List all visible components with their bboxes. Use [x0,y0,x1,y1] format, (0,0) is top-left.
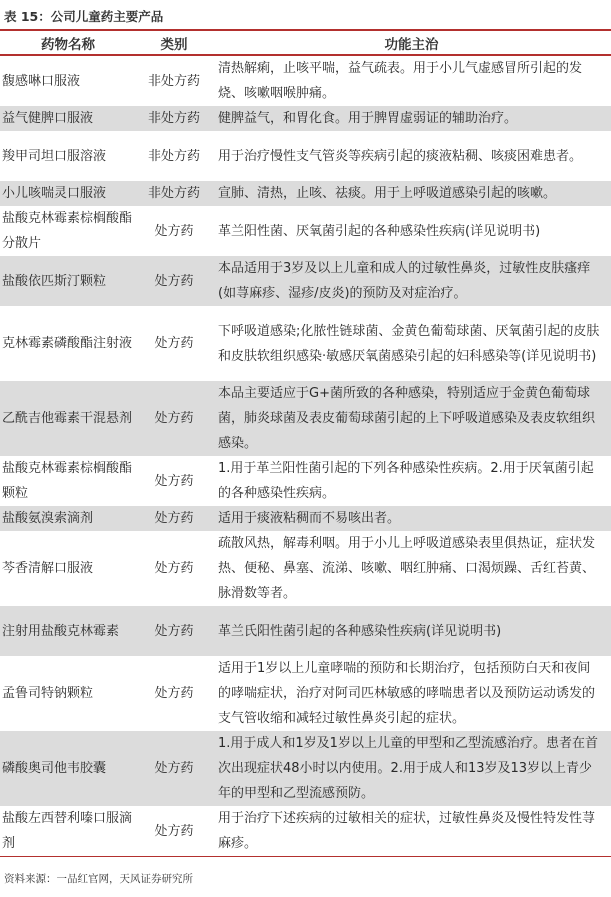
table-row [0,731,611,806]
function-text: 清热解痢，止咳平喘，益气疏表。用于小儿气虚感冒所引起的发烧、咳嗽咽喉肿痛。 [218,61,583,101]
drug-name: 芩香清解口服液 [2,561,94,576]
function-text: 用于治疗下述疾病的过敏相关的症状，过敏性鼻炎及慢性特发性荨麻疹。 [218,811,596,851]
drug-name-cell [0,456,136,506]
table-row [0,381,611,456]
table-body [0,56,611,856]
table-row [0,606,611,656]
function-cell [212,381,611,456]
function-text: 1.用于成人和1岁及1岁以上儿童的甲型和乙型流感治疗。患者在首次出现症状48小时以内使用。2.用于成人和13岁及13岁以上青少年的甲型和乙型流感预防。 [218,736,598,801]
table-row [0,256,611,306]
table-row [0,506,611,531]
table-row [0,131,611,181]
function-cell [212,456,611,506]
drug-name-cell [0,381,136,456]
drug-name: 羧甲司坦口服溶液 [2,148,107,164]
table-row [0,656,611,731]
category-cell: 处方药 [154,411,194,426]
drug-name-cell [0,306,136,381]
drug-name: 小儿咳喘灵口服液 [2,186,107,201]
drug-name-cell [0,206,136,256]
header-category: 类别 [160,36,188,53]
drug-name-cell [0,256,136,306]
function-text: 用于治疗慢性支气管炎等疾病引起的痰液粘稠、咳痰困难患者。 [218,148,583,164]
drug-name: 盐酸克林霉素棕榈酸酯颗粒 [2,461,133,501]
function-text: 本品适用于3岁及以上儿童和成人的过敏性鼻炎，过敏性皮肤瘙痒(如荨麻疹、湿疹/皮炎)的预防及对症治疗。 [218,261,591,301]
drug-name: 孟鲁司特钠颗粒 [2,686,94,701]
function-cell [212,131,611,181]
function-text: 疏散风热，解毒利咽。用于小儿上呼吸道感染表里俱热证，症状发热、便秘、鼻塞、流涕、咳嗽、咽红肿痛、口渴烦躁、舌红苔黄、脉滑数等者。 [218,536,596,601]
function-text: 健脾益气，和胃化食。用于脾胃虚弱证的辅助治疗。 [218,111,518,126]
function-text: 宣肺、清热，止咳、祛痰。用于上呼吸道感染引起的咳嗽。 [218,186,557,201]
table-row [0,306,611,381]
category-cell: 处方药 [154,223,194,239]
category-cell: 处方药 [154,473,194,489]
function-cell [212,656,611,731]
drug-name: 盐酸依匹斯汀颗粒 [2,273,107,289]
drug-name: 盐酸氨溴索滴剂 [2,511,94,526]
function-cell [212,806,611,856]
function-text: 革兰氏阳性菌引起的各种感染性疾病(详见说明书) [218,623,502,639]
header-drug-name: 药物名称 [41,36,95,53]
drug-name-cell [0,606,136,656]
function-text: 1.用于革兰阳性菌引起的下列各种感染性疾病。2.用于厌氧菌引起的各种感染性疾病。 [218,461,594,501]
table-row [0,806,611,856]
function-cell [212,606,611,656]
drug-name-cell [0,506,136,531]
header-function: 功能主治 [384,36,439,53]
function-cell [212,306,611,381]
drug-name-cell [0,656,136,731]
function-cell [212,506,611,531]
function-text: 下呼吸道感染;化脓性链球菌、金黄色葡萄球菌、厌氧菌引起的皮肤和皮肤软组织感染·敏感厌氧菌感染引起的妇科感染等(详见说明书) [218,323,600,364]
function-text: 革兰阳性菌、厌氧菌引起的各种感染性疾病(详见说明书) [218,223,541,239]
category-cell: 处方药 [154,511,194,526]
function-cell [212,256,611,306]
drug-name: 注射用盐酸克林霉素 [2,623,120,639]
category-cell: 处方药 [154,686,194,701]
table-row [0,181,611,206]
function-text: 适用于1岁以上儿童哮喘的预防和长期治疗，包括预防白天和夜间的哮喘症状，治疗对阿司匹林敏感的哮喘患者以及预防运动诱发的支气管收缩和减轻过敏性鼻炎引起的症状。 [218,661,596,726]
drug-name-cell [0,131,136,181]
function-cell [212,531,611,606]
drug-name: 克林霉素磷酸酯注射液 [2,336,133,351]
function-cell [212,56,611,106]
drug-name-cell [0,806,136,856]
drug-name: 乙酰吉他霉素干混悬剂 [2,411,133,426]
function-cell [212,206,611,256]
function-cell [212,181,611,206]
drug-name: 馥感啉口服液 [2,73,81,89]
drug-name-cell [0,106,136,131]
drug-name-cell [0,181,136,206]
drug-name: 盐酸左西替利嗪口服滴剂 [2,811,133,851]
category-cell: 非处方药 [147,186,200,201]
category-cell: 处方药 [154,623,194,639]
function-cell [212,731,611,806]
category-cell: 处方药 [154,336,194,351]
function-text: 本品主要适应于G+菌所致的各种感染，特别适应于金黄色葡萄球菌，肺炎球菌及表皮葡萄球菌引起的上下呼吸道感染及表皮软组织感染。 [218,386,596,451]
function-cell [212,106,611,131]
drug-name-cell [0,531,136,606]
table-row [0,106,611,131]
table-row [0,56,611,106]
drug-name: 盐酸克林霉素棕榈酸酯分散片 [2,211,133,251]
table-header-row [0,31,611,56]
drug-name: 磷酸奥司他韦胶囊 [2,761,107,776]
category-cell: 处方药 [154,823,194,839]
table-row [0,531,611,606]
drug-name: 益气健脾口服液 [2,111,94,126]
category-cell: 处方药 [154,273,194,289]
source-note: 资料来源：一品红官网，天风证券研究所 [4,873,193,885]
category-cell: 非处方药 [147,73,200,89]
table-row [0,206,611,256]
category-cell: 非处方药 [147,111,200,126]
function-text: 适用于痰液粘稠而不易咳出者。 [218,511,401,526]
drug-name-cell [0,731,136,806]
category-cell: 非处方药 [147,148,200,164]
table-caption: 表 15：公司儿童药主要产品 [4,9,164,24]
category-cell: 处方药 [154,761,194,776]
products-table [0,29,611,857]
drug-name-cell [0,56,136,106]
category-cell: 处方药 [154,561,194,576]
table-row [0,456,611,506]
